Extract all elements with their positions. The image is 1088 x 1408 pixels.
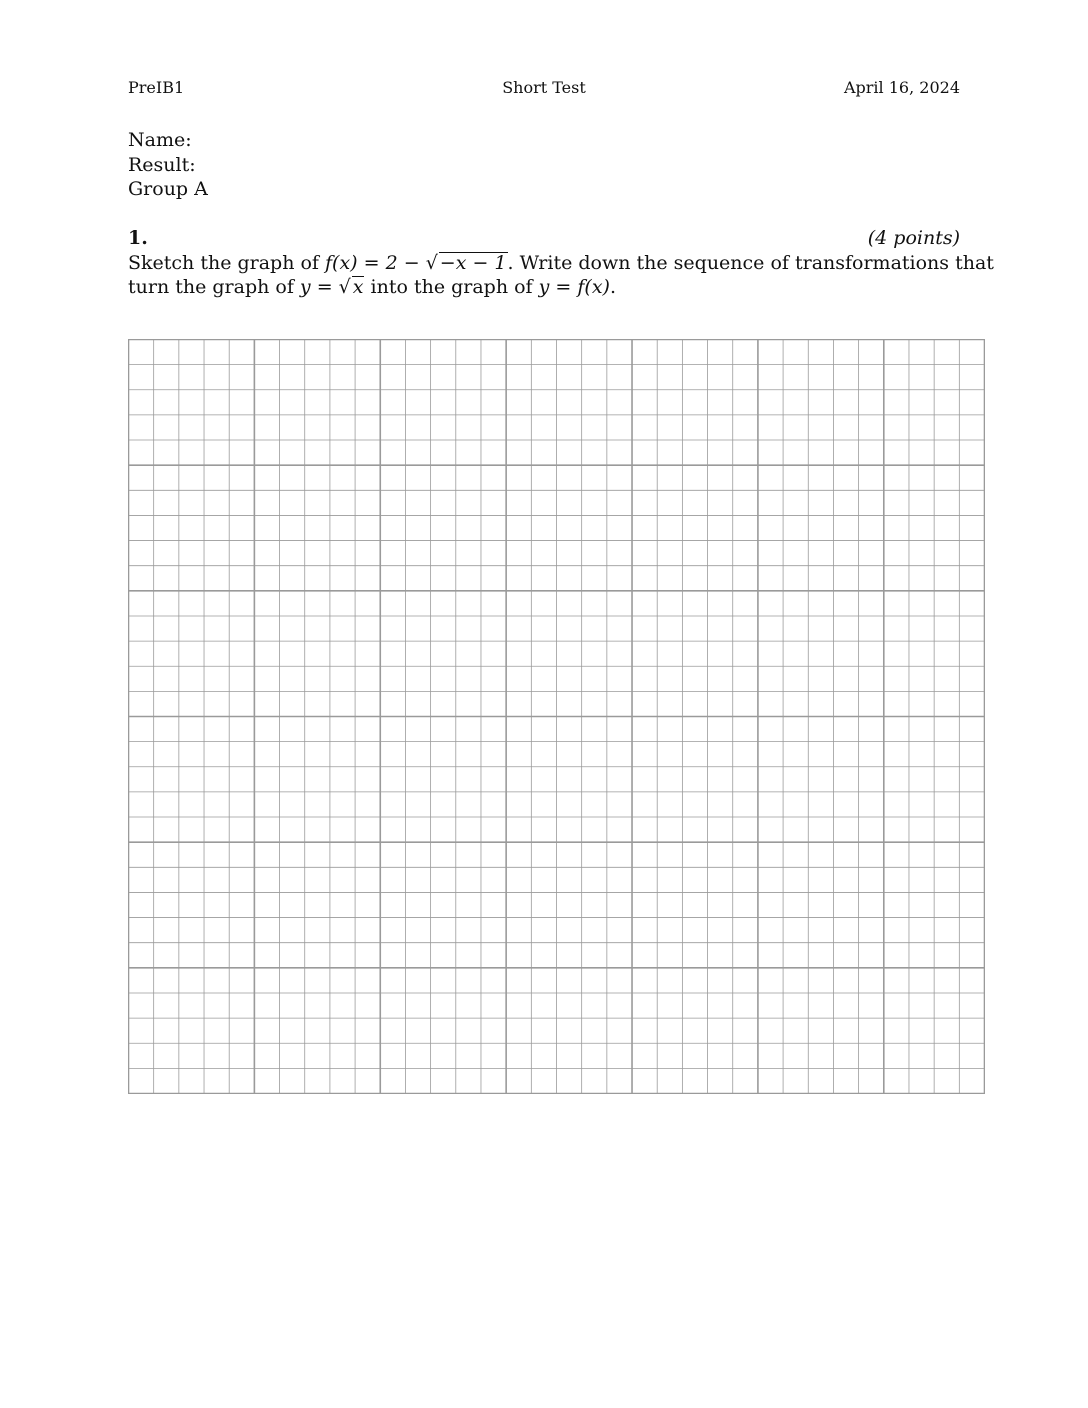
date-label: April 16, 2024 [843,78,960,97]
text-part-1: Sketch the graph of [128,252,326,274]
graph-paper[interactable] [128,339,985,1094]
problem-line-2 [128,275,960,299]
base-radicand: x [352,276,364,298]
problem-points: (4 points) [867,227,960,249]
student-info [128,128,208,202]
problem-line-1 [128,251,994,275]
page-header [128,78,960,100]
text-part-4: into the graph of [364,276,539,298]
sqrt-symbol: √ [338,276,351,298]
problem-number: 1. [128,227,148,249]
course-label: PreIB1 [128,78,185,97]
test-type-label: Short Test [502,78,586,97]
sqrt-symbol: √ [425,252,438,274]
function-radicand: −x − 1 [439,252,507,274]
problem-statement [128,251,994,299]
text-part-5: . [609,276,616,298]
target-function: y = f(x) [538,276,610,298]
name-field[interactable]: Name: [128,129,192,151]
result-field: Result: [128,153,196,176]
graph-grid[interactable] [128,339,985,1094]
problem-header [128,227,960,251]
group-label: Group A [128,178,208,200]
text-part-3: turn the graph of [128,276,300,298]
base-function-lhs: y = [299,276,339,298]
function-expression: f(x) = 2 − [325,252,426,274]
text-part-2: . Write down the sequence of transformations that [507,252,994,274]
